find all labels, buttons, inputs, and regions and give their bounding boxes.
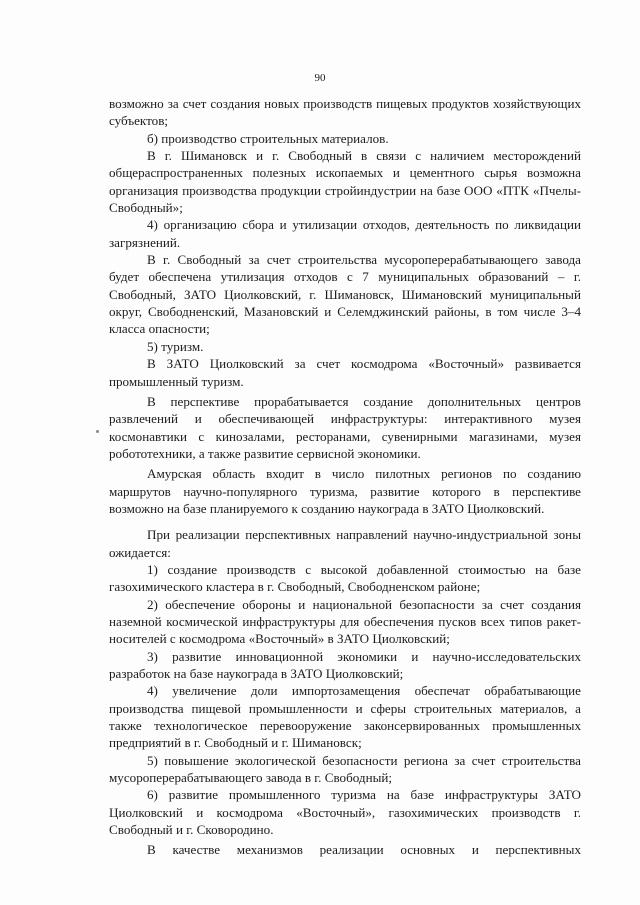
paragraph: б) производство строительных материалов. <box>147 130 389 146</box>
list-item: 3) развитие инновационной экономики и научно-исследовательских разработок на базе наукограда в ЗАТО Циолковский; <box>109 648 581 681</box>
paragraph: 4) организацию сбора и утилизации отходов, деятельность по ликвидации загрязнений. <box>109 217 581 250</box>
page-number: 90 <box>314 72 326 84</box>
list-item: 1) создание производств с высокой добавленной стоимостью на базе газохимического кластера в г. Свободный, Свободненском районе; <box>109 561 581 595</box>
paragraph: В перспективе прорабатывается создание дополнительных центров развлечений и обеспечивающей инфраструктуры: интерактивного музея космонавтики с кинозалами, ресторанами, сувенирными магазинами, музея робототехники, а также развитие сервисной экономики. <box>109 393 581 461</box>
paragraph: Амурская область входит в число пилотных регионов по созданию маршрутов научно-популярного туризма, развитие которого в перспективе возможно на базе планируемого к созданию наукограда в ЗАТО Циолковский. <box>109 466 581 516</box>
list-item: 5) повышение экологической безопасности региона за счет строительства мусороперерабатывающего завода в г. Свободный; <box>109 752 581 786</box>
scan-speck <box>96 430 99 433</box>
list-item: 2) обеспечение обороны и национальной безопасности за счет создания наземной космической инфраструктуры для обеспечения пусков всех типов ракет-носителей с космодрома «Восточный» в ЗАТО Циолковский; <box>109 596 581 647</box>
paragraph: В ЗАТО Циолковский за счет космодрома «Восточный» развивается промышленный туризм. <box>109 356 581 389</box>
list-item: 6) развитие промышленного туризма на базе инфраструктуры ЗАТО Циолковский и космодрома «Восточный», газохимических производств г. Свободный и г. Сковородино. <box>109 787 581 838</box>
paragraph: При реализации перспективных направлений научно-индустриальной зоны ожидается: <box>109 527 581 560</box>
paragraph: В г. Шимановск и г. Свободный в связи с наличием месторождений общераспространенных полезных ископаемых и цементного сырья возможна организация производства продукции стройиндустрии на базе ООО «ПТК «Пчелы-Свободный»; <box>109 148 581 216</box>
paragraph: В качестве механизмов реализации основных и перспективных <box>147 842 581 858</box>
list-item: 4) увеличение доли импортозамещения обеспечат обрабатывающие производства пищевой промышленности и сферы строительных материалов, а также технологическое перевооружение законсервированных промышленных предприятий в г. Свободный и г. Шимановск; <box>109 683 581 751</box>
paragraph: возможно за счет создания новых производств пищевых продуктов хозяйствующих субъектов; <box>109 96 581 129</box>
paragraph: 5) туризм. <box>147 338 204 354</box>
body-text <box>109 95 581 859</box>
paragraph: В г. Свободный за счет строительства мусороперерабатывающего завода будет обеспечена утилизация отходов с 7 муниципальных образований – г. Свободный, ЗАТО Циолковский, г. Шимановск, Шимановский муниципальный округ, Свободненский, Мазановский и Селемджинский районы, в том числе 3–4 класса опасности; <box>109 252 581 337</box>
